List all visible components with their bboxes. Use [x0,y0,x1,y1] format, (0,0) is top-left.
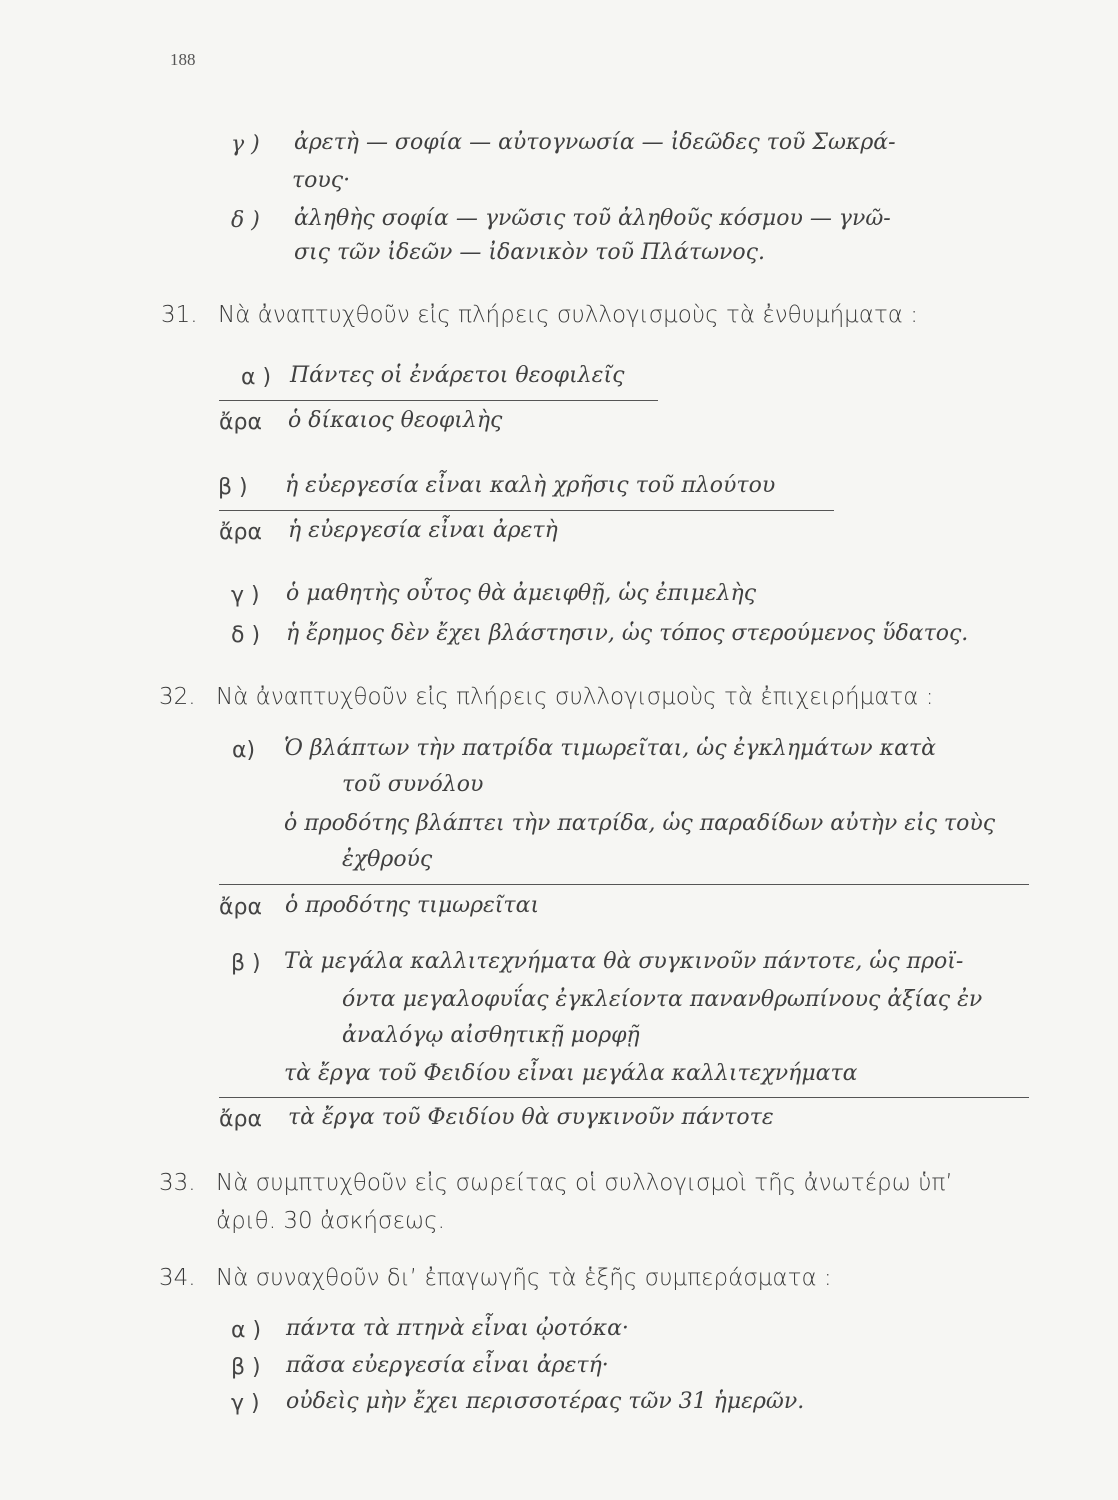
exercise-number: 34. [159,1265,196,1291]
exercise-number: 31. [161,302,198,328]
conclusion: τὰ ἔργα τοῦ Φειδίου θὰ συγκινοῦν πάντοτε [288,1105,774,1130]
conclusion: ὁ δίκαιος θεοφιλὴς [288,408,503,433]
ara-word: ἄρα [219,1107,262,1132]
item-label: α ) [231,1318,262,1343]
premise: Τὰ μεγάλα καλλιτεχνήματα θὰ συγκινοῦν πάντοτε, ὡς προϊ- [284,949,964,974]
premise: τὰ ἔργα τοῦ Φειδίου εἶναι μεγάλα καλλιτεχνήματα [284,1061,858,1086]
text-line: ἀρετὴ — σοφία — αὐτογνωσία — ἰδεῶδες τοῦ Σωκρά- [294,130,896,155]
item-label: δ ) [231,623,261,648]
exercise-instruction: Νὰ ἀναπτυχθοῦν εἰς πλήρεις συλλογισμοὺς τὰ ἐπιχειρήματα : [216,684,934,710]
text-line: τους· [292,168,351,193]
item-label: β ) [231,951,261,976]
text-line: πᾶσα εὐεργεσία εἶναι ἀρετή· [286,1353,609,1378]
exercise-text: Νὰ συμπτυχθοῦν εἰς σωρείτας οἱ συλλογισμοὶ τῆς ἀνωτέρω ὑπ’ [216,1170,953,1196]
item-label: α ) [241,365,272,390]
syllogism-rule [219,510,834,511]
conclusion: ὁ προδότης τιμωρεῖται [285,893,540,918]
premise: Πάντες οἱ ἐνάρετοι θεοφιλεῖς [290,363,625,388]
syllogism-rule [219,1097,1029,1098]
exercise-number: 33. [159,1170,196,1196]
exercise-instruction: Νὰ συναχθοῦν δι’ ἐπαγωγῆς τὰ ἑξῆς συμπεράσματα : [216,1265,832,1291]
list-label-g: γ ) [231,132,260,157]
syllogism-rule [219,400,658,401]
text-line: πάντα τὰ πτηνὰ εἶναι ᾠοτόκα· [286,1316,629,1341]
text-line: ἀληθὴς σοφία — γνῶσις τοῦ ἀληθοῦς κόσμου — γνῶ- [294,206,891,231]
syllogism-rule [219,884,1029,885]
text-line: οὐδεὶς μὴν ἔχει περισσοτέρας τῶν 31 ἡμερῶν. [286,1389,805,1414]
exercise-number: 32. [159,684,196,710]
ara-word: ἄρα [219,410,262,435]
text-line: σις τῶν ἰδεῶν — ἰδανικὸν τοῦ Πλάτωνος. [294,240,765,265]
ara-word: ἄρα [219,895,262,920]
conclusion: ἡ εὐεργεσία εἶναι ἀρετὴ [288,518,558,543]
page-number: 188 [170,50,196,69]
item-label: β ) [231,1355,261,1380]
item-label: γ ) [231,583,260,608]
premise: ἐχθρούς [342,847,433,872]
ara-word: ἄρα [219,520,262,545]
text-line: ὁ μαθητὴς οὗτος θὰ ἀμειφθῇ, ὡς ἐπιμελὴς [286,581,757,606]
premise: ὁ προδότης βλάπτει τὴν πατρίδα, ὡς παραδίδων αὐτὴν εἰς τοὺς [284,811,996,836]
item-label: α) [232,738,256,763]
premise: Ὁ βλάπτων τὴν πατρίδα τιμωρεῖται, ὡς ἐγκλημάτων κατὰ [284,736,936,761]
exercise-instruction: Νὰ ἀναπτυχθοῦν εἰς πλήρεις συλλογισμοὺς τὰ ἐνθυμήματα : [218,302,919,328]
premise: ἡ εὐεργεσία εἶναι καλὴ χρῆσις τοῦ πλούτου [285,473,776,498]
list-label-d: δ ) [231,208,260,233]
exercise-text: ἀριθ. 30 ἀσκήσεως. [216,1208,445,1234]
premise: ἀναλόγῳ αἰσθητικῇ μορφῇ [342,1023,640,1048]
premise: τοῦ συνόλου [342,772,484,797]
item-label: γ ) [231,1391,260,1416]
item-label: β ) [218,475,248,500]
text-line: ἡ ἔρημος δὲν ἔχει βλάστησιν, ὡς τόπος στερούμενος ὕδατος. [286,621,969,646]
premise: όντα μεγαλοφυΐας ἐγκλείοντα πανανθρωπίνους ἀξίας ἐν [342,987,983,1012]
